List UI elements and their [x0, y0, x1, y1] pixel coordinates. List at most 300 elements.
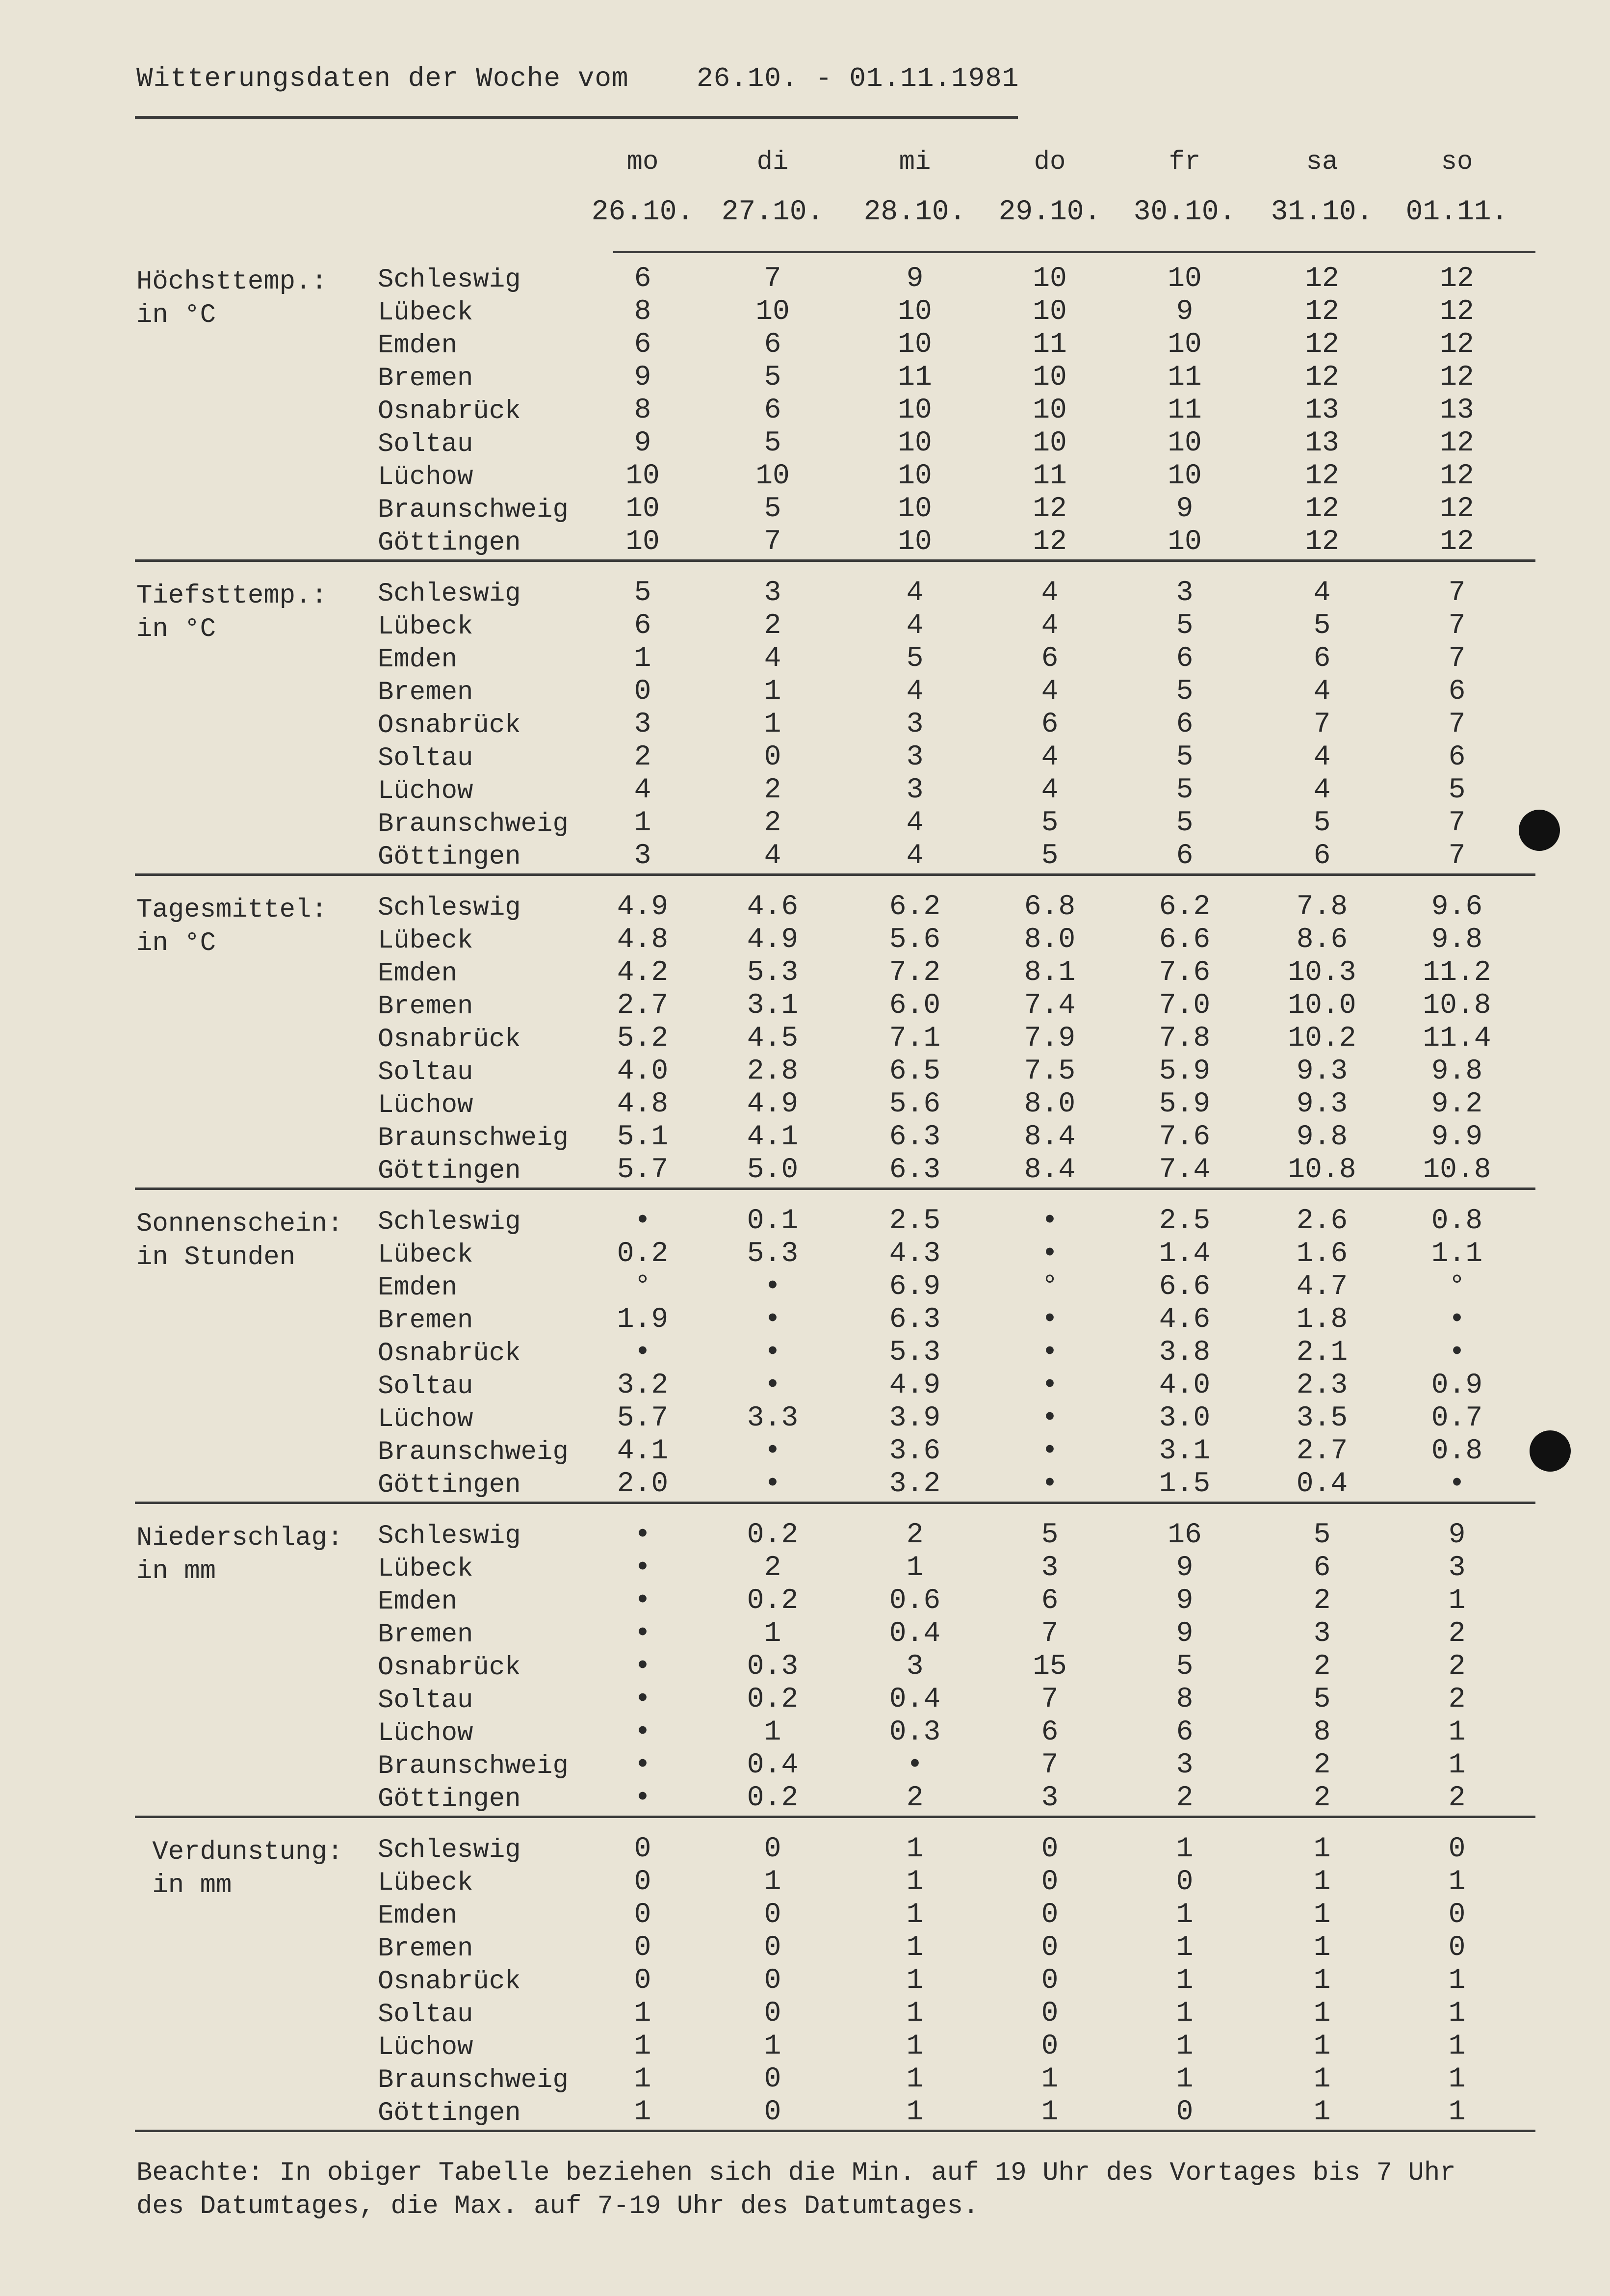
table-cell: 3 [906, 741, 924, 773]
table-cell: • [634, 1684, 651, 1715]
table-cell: 11 [1168, 362, 1202, 394]
table-cell: 7 [1041, 1684, 1059, 1715]
station-name: Schleswig [378, 893, 521, 923]
table-cell: 4.9 [617, 891, 669, 923]
table-cell: 10 [1033, 427, 1067, 459]
table-cell: 12 [1033, 526, 1067, 558]
table-cell: 2 [906, 1782, 924, 1814]
table-cell: 0.2 [617, 1238, 669, 1270]
station-name: Osnabrück [378, 1967, 521, 1997]
table-cell: • [1041, 1205, 1059, 1237]
table-cell: 3.2 [617, 1370, 669, 1401]
table-cell: 6 [1041, 709, 1059, 740]
station-name: Braunschweig [378, 1437, 569, 1467]
table-cell: 1 [1041, 2096, 1059, 2128]
section-label-1: Tiefsttemp.: [136, 581, 327, 611]
table-cell: • [764, 1337, 781, 1369]
table-cell: 9 [1176, 1618, 1194, 1650]
table-cell: • [1041, 1402, 1059, 1434]
table-cell: • [634, 1585, 651, 1617]
table-cell: 0 [764, 2063, 781, 2095]
punch-hole-lower [1530, 1430, 1571, 1472]
day-date-3: 29.10. [998, 196, 1101, 228]
table-cell: 12 [1305, 460, 1339, 492]
table-cell: 3 [1041, 1552, 1059, 1584]
table-cell: 4 [906, 676, 924, 708]
table-cell: 11 [1033, 329, 1067, 361]
station-name: Braunschweig [378, 2065, 569, 2095]
table-cell: 10 [898, 395, 932, 426]
table-cell: 2 [1176, 1782, 1194, 1814]
table-cell: 1.6 [1296, 1238, 1348, 1270]
section-rule [135, 1188, 1535, 1190]
day-date-5: 31.10. [1271, 196, 1374, 228]
table-cell: 7.1 [889, 1023, 941, 1055]
table-cell: • [634, 1552, 651, 1584]
table-cell: 5 [1313, 610, 1331, 642]
table-cell: 5 [634, 577, 651, 609]
table-cell: • [906, 1749, 924, 1781]
table-cell: 1 [1448, 1585, 1466, 1617]
table-cell: 3 [1176, 1749, 1194, 1781]
table-cell: 5.9 [1159, 1056, 1211, 1087]
station-name: Göttingen [378, 842, 521, 872]
table-cell: • [1448, 1468, 1466, 1500]
table-cell: 1 [1041, 2063, 1059, 2095]
station-name: Göttingen [378, 2098, 521, 2128]
table-cell: 7 [1448, 610, 1466, 642]
table-cell: 7.8 [1159, 1023, 1211, 1055]
table-cell: 0 [764, 2096, 781, 2128]
table-cell: 2 [1448, 1618, 1466, 1650]
table-cell: 2.0 [617, 1468, 669, 1500]
table-cell: 10.0 [1288, 990, 1356, 1022]
table-cell: 0.1 [747, 1205, 799, 1237]
table-cell: 4.3 [889, 1238, 941, 1270]
table-cell: 1.8 [1296, 1304, 1348, 1336]
table-cell: 1 [1313, 1899, 1331, 1931]
table-cell: 3 [1176, 577, 1194, 609]
table-cell: 12 [1440, 296, 1474, 328]
table-cell: 6 [634, 263, 651, 295]
table-cell: 8.4 [1024, 1154, 1076, 1186]
title-underline [135, 116, 1018, 119]
table-cell: 6 [1041, 1585, 1059, 1617]
table-cell: 7 [1448, 643, 1466, 675]
station-name: Lüchow [378, 1404, 473, 1434]
table-cell: 6.6 [1159, 1271, 1211, 1303]
table-cell: 6 [1313, 643, 1331, 675]
table-cell: 1 [1176, 1899, 1194, 1931]
table-cell: 6 [634, 610, 651, 642]
table-cell: 4.9 [889, 1370, 941, 1401]
table-cell: 0 [634, 1899, 651, 1931]
page-title: Witterungsdaten der Woche vom 26.10. - 01.11.1981 [136, 63, 1019, 94]
table-cell: • [1041, 1435, 1059, 1467]
table-cell: 2 [1448, 1651, 1466, 1683]
day-name-5: sa [1306, 147, 1338, 177]
table-cell: 3 [1041, 1782, 1059, 1814]
table-cell: 10 [755, 296, 790, 328]
table-cell: 1 [906, 1998, 924, 2030]
table-cell: 10 [1033, 263, 1067, 295]
table-cell: 11 [898, 362, 932, 394]
table-cell: 4 [1041, 741, 1059, 773]
table-cell: 0 [1176, 1866, 1194, 1898]
table-cell: 6 [634, 329, 651, 361]
day-date-6: 01.11. [1405, 196, 1508, 228]
table-cell: • [634, 1651, 651, 1683]
table-cell: 2.5 [889, 1205, 941, 1237]
table-cell: 6.3 [889, 1154, 941, 1186]
table-cell: 10 [1168, 263, 1202, 295]
table-cell: 7 [1313, 709, 1331, 740]
table-cell: 5.6 [889, 1088, 941, 1120]
table-cell: 1 [764, 2031, 781, 2062]
table-cell: 5 [1041, 1519, 1059, 1551]
table-cell: 1 [1176, 1833, 1194, 1865]
table-cell: 5 [1313, 1519, 1331, 1551]
table-cell: 9.8 [1296, 1121, 1348, 1153]
table-cell: 1 [764, 1716, 781, 1748]
table-cell: 5 [764, 427, 781, 459]
table-cell: 4 [1313, 741, 1331, 773]
table-cell: 11.2 [1423, 957, 1491, 989]
table-cell: 0 [634, 1866, 651, 1898]
table-cell: 3.1 [747, 990, 799, 1022]
table-cell: 9 [1176, 296, 1194, 328]
table-cell: 1 [906, 1965, 924, 1997]
table-cell: • [764, 1271, 781, 1303]
table-cell: 3.3 [747, 1402, 799, 1434]
table-cell: 5 [1176, 807, 1194, 839]
table-cell: 10 [1033, 395, 1067, 426]
table-cell: 2.8 [747, 1056, 799, 1087]
table-cell: 3.6 [889, 1435, 941, 1467]
table-cell: 0 [764, 741, 781, 773]
station-name: Lübeck [378, 926, 473, 956]
table-cell: 7 [1041, 1749, 1059, 1781]
table-cell: 2.5 [1159, 1205, 1211, 1237]
table-cell: 6 [1041, 1716, 1059, 1748]
station-name: Osnabrück [378, 1653, 521, 1683]
table-cell: 5.9 [1159, 1088, 1211, 1120]
table-cell: 3 [1313, 1618, 1331, 1650]
table-cell: 2 [764, 807, 781, 839]
table-cell: 7.5 [1024, 1056, 1076, 1087]
table-cell: 1 [1176, 1932, 1194, 1964]
section-label-2: Tagesmittel: [136, 895, 327, 925]
table-cell: 7 [1448, 840, 1466, 872]
table-cell: 0 [1041, 1833, 1059, 1865]
station-name: Bremen [378, 678, 473, 708]
day-name-6: so [1441, 147, 1473, 177]
table-cell: 6 [1448, 676, 1466, 708]
table-cell: 1 [634, 2031, 651, 2062]
station-name: Lüchow [378, 462, 473, 492]
table-cell: 5.7 [617, 1402, 669, 1434]
table-cell: ° [1448, 1271, 1466, 1303]
table-cell: 4 [906, 577, 924, 609]
table-cell: • [1041, 1337, 1059, 1369]
table-cell: 1 [1448, 1998, 1466, 2030]
table-cell: 13 [1440, 395, 1474, 426]
table-cell: 2 [764, 774, 781, 806]
station-name: Osnabrück [378, 1339, 521, 1369]
day-name-2: mi [899, 147, 931, 177]
table-cell: 1 [634, 1998, 651, 2030]
table-cell: 10 [898, 296, 932, 328]
station-name: Lüchow [378, 776, 473, 806]
table-cell: 10.8 [1423, 1154, 1491, 1186]
table-cell: • [634, 1205, 651, 1237]
table-cell: 3 [906, 709, 924, 740]
table-cell: 0 [1041, 2031, 1059, 2062]
table-cell: 0 [764, 1899, 781, 1931]
section-unit-4: in mm [136, 1557, 216, 1586]
table-cell: 1.4 [1159, 1238, 1211, 1270]
station-name: Lüchow [378, 1090, 473, 1120]
table-cell: 7.6 [1159, 957, 1211, 989]
table-cell: 1 [634, 2096, 651, 2128]
station-name: Lüchow [378, 1718, 473, 1748]
table-cell: 4.7 [1296, 1271, 1348, 1303]
table-cell: 1 [906, 1552, 924, 1584]
table-cell: 1.5 [1159, 1468, 1211, 1500]
station-name: Lüchow [378, 2032, 473, 2062]
table-cell: 13 [1305, 427, 1339, 459]
section-unit-1: in °C [136, 614, 216, 644]
station-name: Braunschweig [378, 809, 569, 839]
table-cell: 9 [634, 362, 651, 394]
table-cell: 5 [1176, 774, 1194, 806]
table-cell: 0.2 [747, 1585, 799, 1617]
station-name: Schleswig [378, 1521, 521, 1551]
table-cell: 1 [1176, 1965, 1194, 1997]
table-cell: 4 [764, 840, 781, 872]
table-cell: 6.9 [889, 1271, 941, 1303]
table-cell: 0.4 [1296, 1468, 1348, 1500]
table-cell: 12 [1440, 329, 1474, 361]
station-name: Osnabrück [378, 711, 521, 740]
table-cell: 0 [1448, 1932, 1466, 1964]
table-cell: • [1041, 1304, 1059, 1336]
station-name: Emden [378, 1587, 458, 1617]
table-cell: 1 [1176, 2063, 1194, 2095]
day-date-4: 30.10. [1133, 196, 1236, 228]
table-cell: 4 [906, 840, 924, 872]
table-cell: 4 [1313, 774, 1331, 806]
day-name-4: fr [1169, 147, 1201, 177]
table-cell: 6.2 [889, 891, 941, 923]
table-cell: 12 [1305, 263, 1339, 295]
table-cell: 2 [1313, 1585, 1331, 1617]
table-cell: 2 [1313, 1651, 1331, 1683]
section-rule [135, 2130, 1535, 2132]
table-cell: 0 [764, 1998, 781, 2030]
table-cell: 11.4 [1423, 1023, 1491, 1055]
table-cell: 1 [764, 1618, 781, 1650]
table-cell: 4 [1041, 774, 1059, 806]
table-cell: 1 [1313, 2063, 1331, 2095]
table-cell: 5 [1041, 840, 1059, 872]
section-rule [135, 1816, 1535, 1818]
table-cell: 10 [625, 460, 660, 492]
table-cell: 1.1 [1431, 1238, 1483, 1270]
table-cell: 5 [764, 493, 781, 525]
table-cell: 3 [906, 774, 924, 806]
table-cell: 1 [1448, 1866, 1466, 1898]
station-name: Schleswig [378, 1835, 521, 1865]
table-cell: 12 [1440, 493, 1474, 525]
table-cell: 0.2 [747, 1684, 799, 1715]
header-rule [613, 251, 1535, 253]
table-cell: 2 [906, 1519, 924, 1551]
table-cell: 12 [1305, 493, 1339, 525]
table-cell: 10.3 [1288, 957, 1356, 989]
table-cell: 10.2 [1288, 1023, 1356, 1055]
table-cell: 2 [1313, 1749, 1331, 1781]
table-cell: 4.2 [617, 957, 669, 989]
footnote-line-2: des Datumtages, die Max. auf 7-19 Uhr des Datumtages. [136, 2191, 979, 2221]
table-cell: • [634, 1716, 651, 1748]
table-cell: 1 [906, 1866, 924, 1898]
table-cell: 4.0 [1159, 1370, 1211, 1401]
table-cell: 4.0 [617, 1056, 669, 1087]
day-date-0: 26.10. [591, 196, 694, 228]
table-cell: 7.0 [1159, 990, 1211, 1022]
table-cell: 0 [1176, 2096, 1194, 2128]
station-name: Lübeck [378, 1240, 473, 1270]
table-cell: 9 [1448, 1519, 1466, 1551]
table-cell: 2.3 [1296, 1370, 1348, 1401]
table-cell: 4.5 [747, 1023, 799, 1055]
table-cell: 15 [1033, 1651, 1067, 1683]
section-label-4: Niederschlag: [136, 1523, 343, 1553]
station-name: Lübeck [378, 1554, 473, 1584]
station-name: Bremen [378, 1620, 473, 1650]
table-cell: • [1041, 1370, 1059, 1401]
table-cell: 4 [1041, 610, 1059, 642]
table-cell: 8.1 [1024, 957, 1076, 989]
table-cell: 9 [906, 263, 924, 295]
station-name: Soltau [378, 1372, 473, 1401]
table-cell: • [634, 1782, 651, 1814]
table-cell: 9 [1176, 1585, 1194, 1617]
table-cell: 4.8 [617, 1088, 669, 1120]
table-cell: 4 [634, 774, 651, 806]
table-cell: 4.1 [617, 1435, 669, 1467]
table-cell: 9.3 [1296, 1056, 1348, 1087]
table-cell: 6 [1176, 643, 1194, 675]
section-label-3: Sonnenschein: [136, 1209, 343, 1239]
station-name: Soltau [378, 1057, 473, 1087]
table-cell: 6 [1176, 709, 1194, 740]
table-cell: 4 [1041, 577, 1059, 609]
table-cell: • [634, 1749, 651, 1781]
table-cell: 1 [906, 2063, 924, 2095]
table-cell: • [1448, 1337, 1466, 1369]
table-cell: 4.6 [1159, 1304, 1211, 1336]
station-name: Göttingen [378, 1156, 521, 1186]
table-cell: 0 [764, 1932, 781, 1964]
table-cell: 0 [634, 1833, 651, 1865]
table-cell: 8 [634, 296, 651, 328]
table-cell: 1 [906, 2031, 924, 2062]
table-cell: 8 [1313, 1716, 1331, 1748]
table-cell: 10 [898, 427, 932, 459]
day-name-0: mo [626, 147, 659, 177]
day-name-1: di [756, 147, 789, 177]
table-cell: 5.6 [889, 924, 941, 956]
table-cell: • [1041, 1468, 1059, 1500]
table-cell: 5.0 [747, 1154, 799, 1186]
table-cell: • [634, 1618, 651, 1650]
table-cell: 1 [1313, 1965, 1331, 1997]
table-cell: 1 [634, 2063, 651, 2095]
table-cell: 3.0 [1159, 1402, 1211, 1434]
table-cell: 3.8 [1159, 1337, 1211, 1369]
table-cell: 0 [634, 1932, 651, 1964]
table-cell: 10 [1168, 329, 1202, 361]
station-name: Bremen [378, 1306, 473, 1336]
table-cell: 10.8 [1288, 1154, 1356, 1186]
table-cell: 5.1 [617, 1121, 669, 1153]
station-name: Soltau [378, 2000, 473, 2030]
table-cell: 2 [764, 1552, 781, 1584]
table-cell: 2.6 [1296, 1205, 1348, 1237]
table-cell: 9.2 [1431, 1088, 1483, 1120]
station-name: Bremen [378, 364, 473, 394]
table-cell: 12 [1305, 329, 1339, 361]
table-cell: 12 [1033, 493, 1067, 525]
table-cell: 4 [906, 807, 924, 839]
table-cell: 12 [1440, 427, 1474, 459]
table-cell: 4 [764, 643, 781, 675]
table-cell: 0 [1041, 1866, 1059, 1898]
table-cell: 0 [634, 676, 651, 708]
table-cell: 8.6 [1296, 924, 1348, 956]
table-cell: 7.4 [1159, 1154, 1211, 1186]
table-cell: 5.3 [747, 957, 799, 989]
table-cell: 5.2 [617, 1023, 669, 1055]
table-cell: 7.4 [1024, 990, 1076, 1022]
station-name: Soltau [378, 1686, 473, 1715]
table-cell: 6 [1176, 840, 1194, 872]
table-cell: 13 [1305, 395, 1339, 426]
table-cell: 5 [1313, 1684, 1331, 1715]
table-cell: 3 [1448, 1552, 1466, 1584]
table-cell: 11 [1033, 460, 1067, 492]
station-name: Göttingen [378, 1784, 521, 1814]
table-cell: 10 [898, 460, 932, 492]
table-cell: 2 [1313, 1782, 1331, 1814]
table-cell: 1 [906, 2096, 924, 2128]
table-cell: 7 [1448, 807, 1466, 839]
section-unit-5: in mm [136, 1871, 232, 1900]
table-cell: 0.2 [747, 1782, 799, 1814]
table-cell: 10 [1033, 296, 1067, 328]
day-name-3: do [1034, 147, 1066, 177]
table-cell: 5 [1448, 774, 1466, 806]
table-cell: 2 [1448, 1684, 1466, 1715]
table-cell: 10 [898, 493, 932, 525]
section-label-0: Höchsttemp.: [136, 267, 327, 297]
table-cell: 10 [1033, 362, 1067, 394]
day-date-2: 28.10. [863, 196, 966, 228]
table-cell: 1 [634, 807, 651, 839]
table-cell: 6 [1313, 1552, 1331, 1584]
